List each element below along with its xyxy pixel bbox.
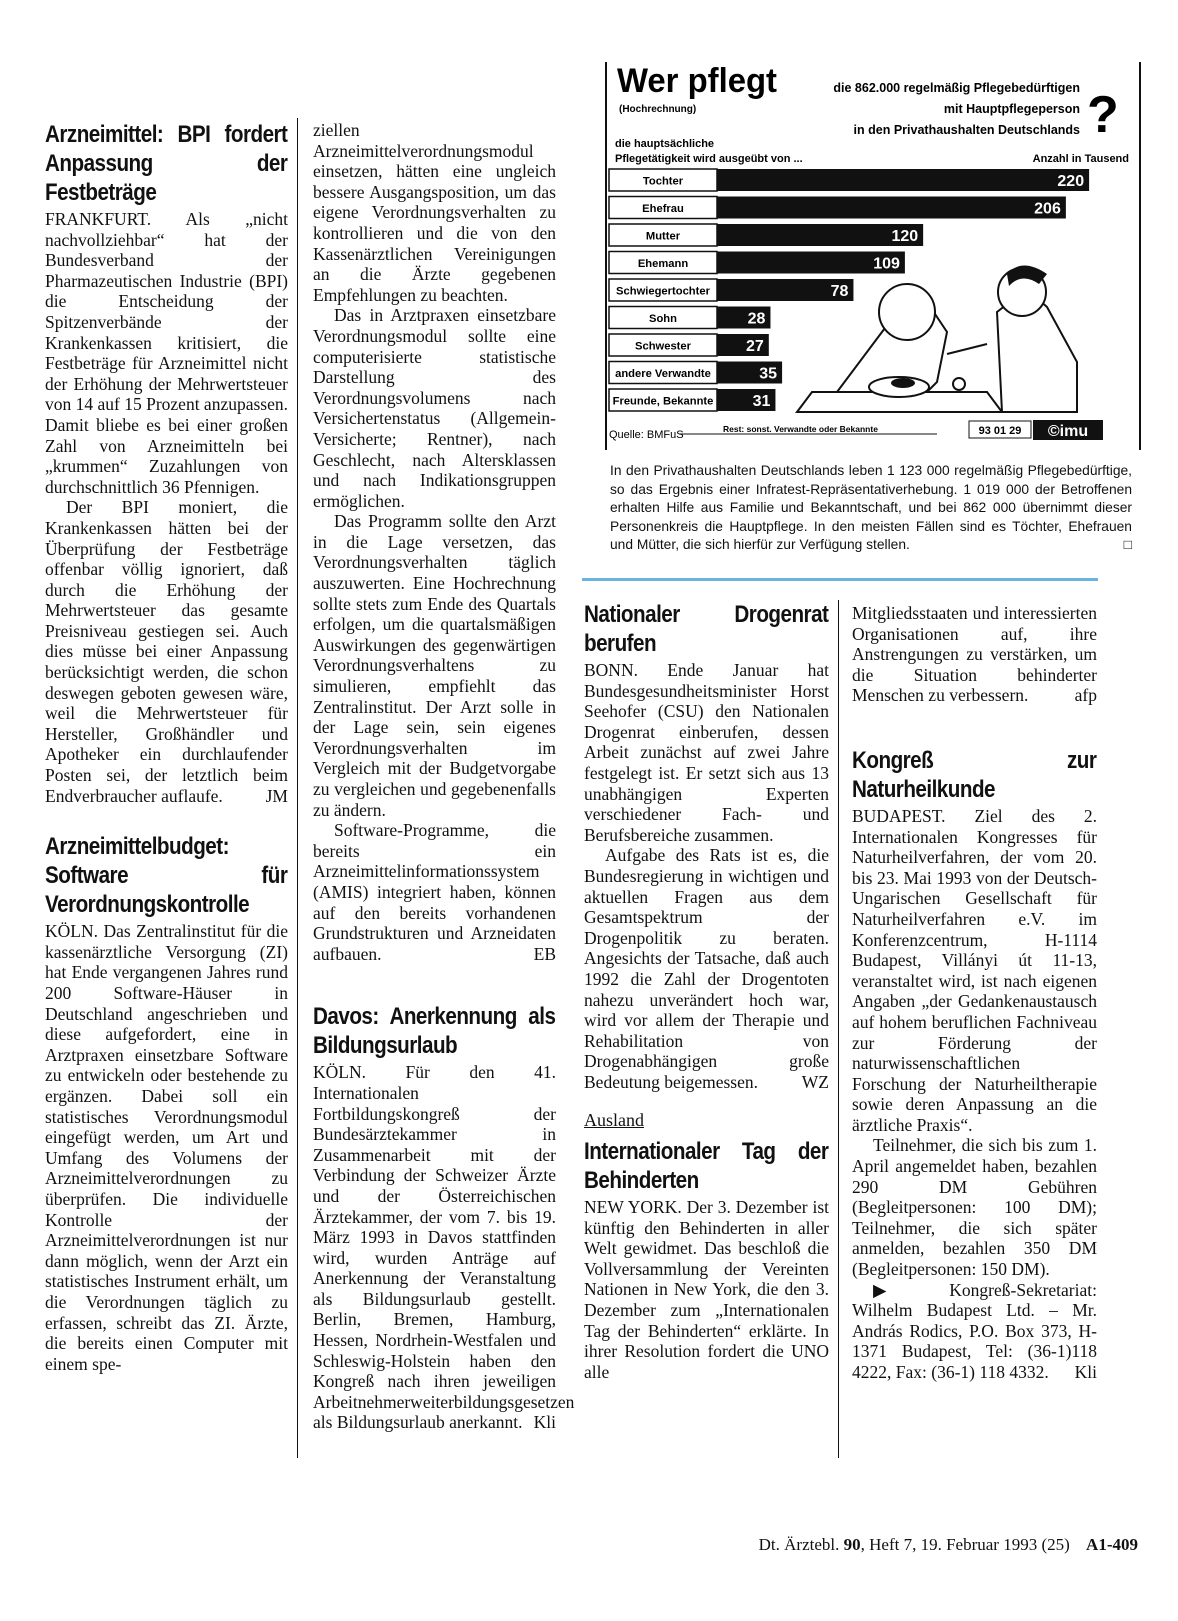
imu-logo: ©imu <box>1047 423 1089 440</box>
chart-caption-text: In den Privathaushalten Deutschlands leben 1 123 000 regelmäßig Pflegebedürftige, so das Ergebnis einer Infratest-Repräsentativerhebung. 1 019 000 der Betroffenen erhalten Hilfe aus Familie und Bekanntschaft, und bei 862 000 übernimmt dieser Personenkreis die Hauptpflege. In den meisten Fällen sind es Töchter, Ehefrauen und Mütter, die sich hierfür zur Verfügung stellen. <box>610 463 1132 553</box>
paragraph: KÖLN. Das Zentralinstitut für die kassenärztliche Versorgung (ZI) hat Ende vergangenen Jahres rund 200 Software-Häuser in Deutschland angeschrieben und diese aufgefordert, eine in Arztpraxen einsetzbare Software zu entwickeln oder bestehende zu ergänzen. Dabei soll ein statistisches Verordnungsmodul eingefügt werden, um Art und Umfang des Volumens der Arzneimittelverordnungen zu überprüfen. Die individuelle Kontrolle der Arzneimittelverordnungen ist nur dann möglich, wenn der Arzt ein statistisches Instrument erhält, um die Verordnungen täglich zu erfassen, schreibt das ZI. Ärzte, die bereits einen Computer mit einem spe- <box>45 921 288 1374</box>
author-signature: WZ <box>801 1071 829 1092</box>
headline-arzneimittelbudget: Arzneimittelbudget: Software für Verordnungskontrolle <box>45 833 288 919</box>
chart-footnote: Rest: sonst. Verwandte oder Bekannte <box>723 424 878 434</box>
column-4 <box>852 603 1097 1383</box>
chart-value-label: 78 <box>830 283 849 300</box>
article-body-arzneimittelbudget-part1 <box>45 921 288 1374</box>
chart-title: Wer pflegt <box>617 62 777 100</box>
chart-category-label: Mutter <box>645 230 681 243</box>
paragraph: BONN. Ende Januar hat Bundesgesundheitsminister Horst Seehofer (CSU) den Nationalen Drogenrat einberufen, dessen Arbeit zunächst auf zwei Jahre festgelegt ist. Er setzt sich aus 13 unabhängigen Experten verschiedener Fach- und Berufsbereiche zusammen. <box>584 660 829 845</box>
accent-rule <box>582 578 1098 581</box>
chart-bar <box>717 197 1066 219</box>
chart-value-label: 31 <box>752 393 771 410</box>
chart-caption <box>610 462 1132 555</box>
paragraph: Der BPI moniert, die Krankenkassen hätten bei der Überprüfung der Festbeträge offenbar völlig ignoriert, daß durch die Erhöhung der Mehrwertsteuer das gesamte Preisniveau gestiegen sei. Auch dies müsse bei einer Anpassung berücksichtigt werden, die schon deswegen geboten gewesen wäre, weil die Mehrwertsteuer für Hersteller, Großhändler und Apotheker ein durchlaufender Posten sei, der letztlich beim Endverbraucher auflaufe. JM <box>45 497 288 806</box>
headline-kongress-naturheilkunde: Kongreß zur Naturheilkunde <box>852 746 1097 803</box>
patient-head <box>879 284 935 340</box>
author-signature: Kli <box>1074 1362 1097 1382</box>
paragraph: Das Programm sollte den Arzt in die Lage versetzen, das Verordnungsverhalten täglich auszuwerten. Eine Hochrechnung sollte stets zum Ende des Quartals erfolgen, um die quartalsmäßigen Auswirkungen des gegenwärtigen Verordnungsverhaltens zu simulieren, empfiehlt das Zentralinstitut. Der Arzt solle in der Lage sein, sein eigenes Verordnungsverhalten im Vergleich mit der Budgetvorgabe zu vergleichen und gegebenenfalls zu ändern. <box>313 511 556 820</box>
footer-page: A1-409 <box>1086 1535 1138 1554</box>
author-signature: afp <box>1074 685 1097 706</box>
column-rule <box>297 118 298 1458</box>
chart-value-label: 27 <box>746 338 764 355</box>
chart-value-label: 109 <box>873 255 900 273</box>
chart-value-label: 206 <box>1034 200 1061 218</box>
footer-volume: 90 <box>843 1535 861 1554</box>
headline-davos: Davos: Anerkennung als Bildungsurlaub <box>313 1003 556 1060</box>
article-body-drogenrat <box>584 660 829 1092</box>
cup <box>953 378 965 390</box>
paragraph: ziellen Arzneimittelverordnungsmodul einsetzen, hätten eine ungleich bessere Ausgangsposition, um das eigene Verordnungsverhalten zu kontrollieren und die von den Kassenärztlichen Vereinigungen an die Ärzte gegebenen Empfehlungen zu beachten. <box>313 120 556 305</box>
headline-tag-der-behinderten: Internationaler Tag der Behinderten <box>584 1138 829 1195</box>
chart-wer-pflegt <box>605 62 1141 450</box>
author-signature: JM <box>265 785 288 806</box>
chart-category-header: die hauptsächliche Pflegetätigkeit wird ausgeübt von ... <box>615 138 803 165</box>
column-1 <box>45 120 288 1374</box>
author-signature: EB <box>533 943 556 964</box>
chart-title-note: (Hochrechnung) <box>619 104 697 115</box>
food <box>891 378 915 388</box>
column-2 <box>313 120 575 1433</box>
chart-subtitle: die 862.000 regelmäßig Pflegebedürftigen mit Hauptpflegeperson in den Privathaushalten Deutschlands <box>833 81 1080 137</box>
spoon <box>947 344 987 354</box>
article-body-davos <box>313 1062 575 1433</box>
chart-category-label: Ehemann <box>637 258 689 270</box>
chart-category-label: Sohn <box>649 313 677 325</box>
article-body-arzneimittel-bpi <box>45 209 288 806</box>
chart-category-label: Schwiegertochter <box>616 285 710 298</box>
paragraph: FRANKFURT. Als „nicht nachvollziehbar“ hat der Bundesverband der Pharmazeutischen Industrie (BPI) die Entscheidung der Spitzenverbände der Krankenkassen kritisiert, die Festbeträge für Arzneimittel nicht der Erhöhung der Mehrwertsteuer von 14 auf 15 Prozent anzupassen. Damit bliebe es bei einer großen Zahl von Arzneimitteln bei „krummen“ Zuzahlungen von durchschnittlich 36 Pfennigen. <box>45 209 288 497</box>
paragraph: BUDAPEST. Ziel des 2. Internationalen Kongresses für Naturheilverfahren, der vom 20. bis 23. Mai 1993 von der Deutsch-Ungarischen Gesellschaft für Naturheilverfahren e.V. im Konferenzcentrum, H-1114 Budapest, Villányi út 11-13, veranstaltet wird, ist nach eigenen Angaben „der Gedankenaustausch auf hohem beruflichen Fachniveau zur Förderung der naturwissenschaftlichen Forschung der Naturheiltherapie sowie deren Anpassung an die ärztliche Praxis“. <box>852 805 1097 1135</box>
chart-bar <box>717 169 1089 191</box>
chart-category-label: Schwester <box>635 340 691 353</box>
chart-value-label: 120 <box>891 228 919 245</box>
chart-category-label: andere Verwandte <box>615 368 711 380</box>
headline-arzneimittel-bpi: Arzneimittel: BPI fordert Anpassung der Festbeträge <box>45 121 288 206</box>
paragraph: KÖLN. Für den 41. Internationalen Fortbildungskongreß der Bundesärztekammer in Zusammenarbeit mit der Verbindung der Schweizer Ärzte und der Österreichischen Ärztekammer, der vom 7. bis 19. März 1993 in Davos stattfinden wird, wurden Anträge auf Anerkennung der Veranstaltung als Bildungsurlaub gestellt. Berlin, Bremen, Hamburg, Hessen, Nordrhein-Westfalen und Schleswig-Holstein haben den Kongreß nach ihren jeweiligen Arbeitnehmerweiterbildungsgesetzen als Bildungsurlaub anerkannt. Kli <box>313 1062 575 1433</box>
page-footer <box>640 1535 1138 1555</box>
paragraph: Software-Programme, die bereits ein Arzneimittelinformationssystem (AMIS) integriert haben, können auf den bereits vorhandenen Grundstrukturen und Arzneidaten aufbauen. EB <box>313 820 556 964</box>
chart-code: 93 01 29 <box>978 425 1022 437</box>
caregiver-figure <box>997 298 1077 412</box>
chart-value-label: 28 <box>747 310 766 328</box>
chart-value-label: 35 <box>759 365 778 383</box>
paragraph: ▶ Kongreß-Sekretariat: Wilhelm Budapest Ltd. – Mr. András Rodics, P.O. Box 373, H-1371 Budapest, Tel: (36-1)118 4222, Fax: (36-1) 118 4332. Kli <box>852 1279 1097 1382</box>
chart-value-label: 220 <box>1057 173 1085 190</box>
paragraph: Aufgabe des Rats ist es, die Bundesregierung in wichtigen und aktuellen Fragen aus dem Gesamtspektrum der Drogenpolitik zu beraten. Angesichts der Tatsache, daß auch 1992 die Zahl der Drogentoten nahezu unverändert hoch war, wird vor allem der Therapie und Rehabilitation von Drogenabhängigen große Bedeutung beigemessen. WZ <box>584 845 829 1092</box>
article-body-arzneimittelbudget-part2 <box>313 120 556 964</box>
chart-question-mark: ? <box>1087 86 1119 144</box>
column-3 <box>584 600 829 1382</box>
chart-category-label: Ehefrau <box>642 203 684 215</box>
article-body-behinderten-part2 <box>852 603 1097 706</box>
author-signature: Kli <box>533 1412 556 1433</box>
article-body-behinderten-part1 <box>584 1197 829 1382</box>
department-label: Ausland <box>584 1110 644 1131</box>
footer-issue: , Heft 7, 19. Februar 1993 (25) <box>860 1535 1070 1554</box>
chart-category-label: Tochter <box>642 175 684 188</box>
column-rule <box>838 600 839 1458</box>
caption-end-mark: □ <box>1123 537 1132 553</box>
footer-journal: Dt. Ärztebl. <box>758 1535 840 1554</box>
article-body-naturheilkunde <box>852 806 1097 1383</box>
chart-source: Quelle: BMFuS <box>609 429 684 441</box>
chart-svg <box>607 62 1139 450</box>
paragraph: NEW YORK. Der 3. Dezember ist künftig den Behinderten in aller Welt gewidmet. Das beschloß die Vollversammlung der Vereinten Nationen in New York, die den 3. Dezember zum „Internationalen Tag der Behinderten“ erklärte. In ihrer Resolution fordert die UNO alle <box>584 1197 829 1382</box>
paragraph: Das in Arztpraxen einsetzbare Verordnungsmodul sollte eine computerisierte statistische Darstellung des Verordnungsvolumens nach Versichertenstatus (Allgemein-Versicherte; Rentner), nach Geschlecht, nach Altersklassen und nach Indikationsgruppen ermöglichen. <box>313 305 556 511</box>
headline-drogenrat: Nationaler Drogenrat berufen <box>584 601 829 657</box>
chart-category-label: Freunde, Bekannte <box>612 395 714 408</box>
paragraph: Mitgliedsstaaten und interessierten Organisationen auf, ihre Anstrengungen zu verstärken, um die Situation behinderter Menschen zu verbessern. afp <box>852 603 1097 706</box>
paragraph: Teilnehmer, die sich bis zum 1. April angemeldet haben, bezahlen 290 DM Gebühren (Begleitpersonen: 100 DM); Teilnehmer, die sich später anmelden, bezahlen 350 DM (Begleitpersonen: 150 DM). <box>852 1135 1097 1280</box>
chart-value-header: Anzahl in Tausend <box>1032 153 1129 165</box>
